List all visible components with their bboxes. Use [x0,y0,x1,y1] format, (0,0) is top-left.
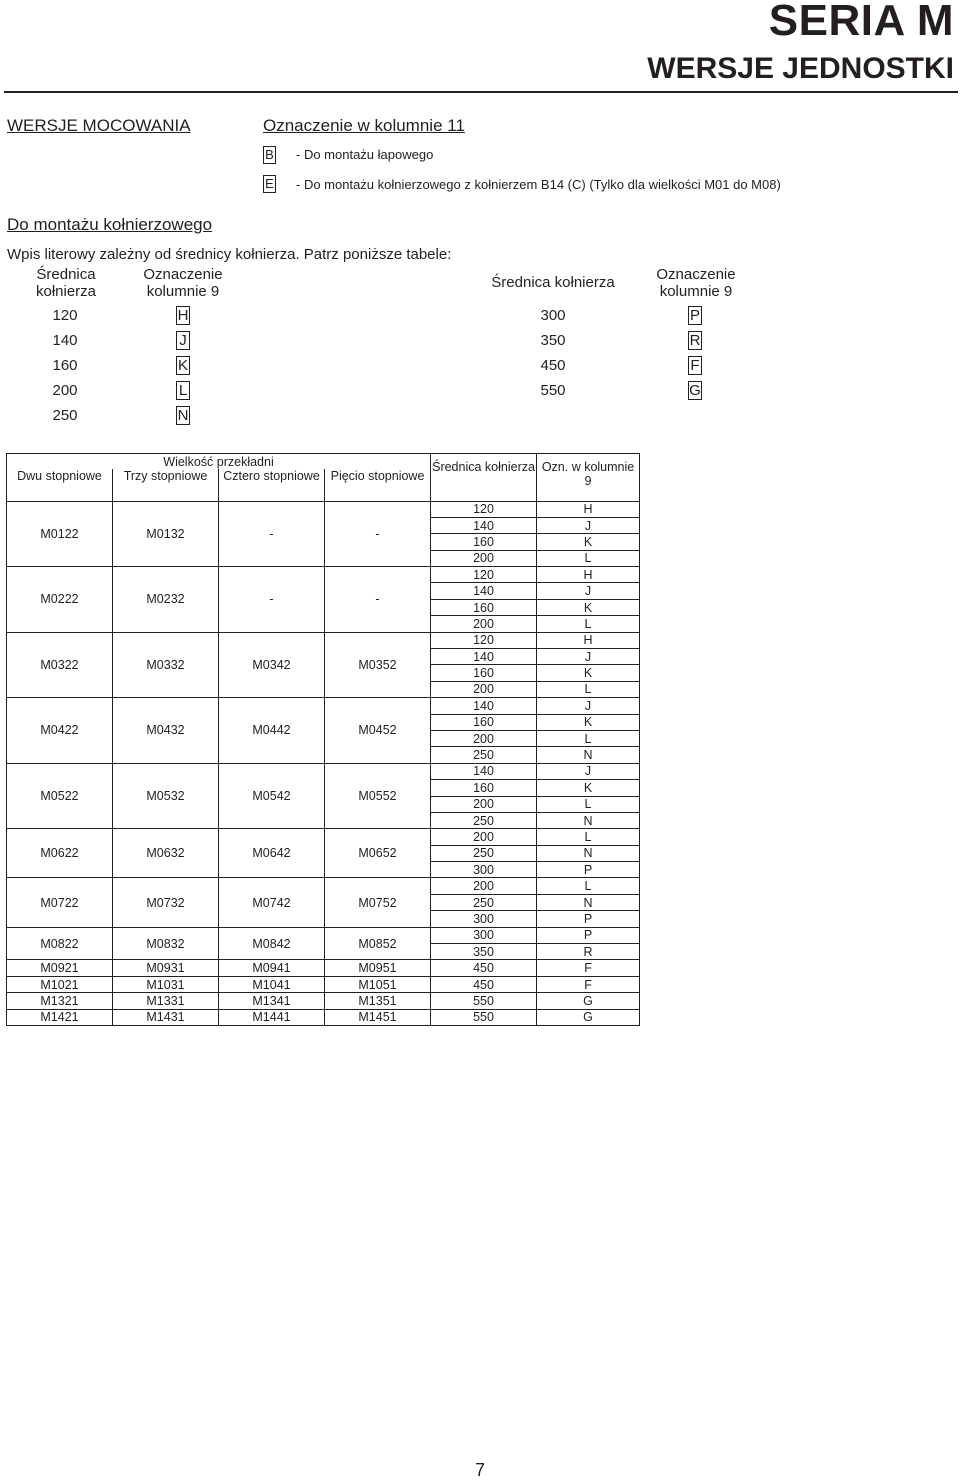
left-diameter: 160 [52,357,78,374]
flange-code-cell: P [537,927,640,943]
table-row [7,763,640,779]
flange-code-cell: L [537,616,640,632]
gear-size-cell: - [325,567,431,633]
right-diameter: 300 [540,307,566,324]
flange-code-cell: J [537,698,640,714]
gear-size-cell: M0322 [7,632,113,698]
gear-size-cell: M1331 [113,993,219,1009]
left-code: N [177,407,189,424]
left-diameter: 250 [52,407,78,424]
flange-diameter-cell: 450 [431,976,537,992]
gear-size-cell: M0222 [7,567,113,633]
left-head-designation: Oznaczenie kolumnie 9 [143,266,223,300]
gear-size-cell: M0822 [7,927,113,960]
flange-diameter-cell: 200 [431,730,537,746]
gear-size-cell: M0232 [113,567,219,633]
flange-code-cell: R [537,944,640,960]
flange-diameter-cell: 300 [431,927,537,943]
table-row [7,829,640,845]
gear-size-cell: M0852 [325,927,431,960]
flange-diameter-cell: 250 [431,747,537,763]
flange-code-cell: K [537,665,640,681]
gear-size-cell: M0931 [113,960,219,976]
flange-diameter-cell: 300 [431,862,537,878]
flange-diameter-cell: 160 [431,665,537,681]
mounting-column-title: Oznaczenie w kolumnie 11 [263,116,465,135]
flange-diameter-cell: 140 [431,698,537,714]
flange-code-cell: L [537,730,640,746]
gear-size-cell: M0632 [113,829,219,878]
gear-size-cell: M0422 [7,698,113,764]
gear-size-cell: M0342 [219,632,325,698]
table-row [7,632,640,648]
gear-size-cell: - [219,501,325,567]
left-code: K [177,357,188,374]
gear-size-cell: M1051 [325,976,431,992]
flange-diameter-cell: 120 [431,632,537,648]
table-row [7,960,640,976]
table-row [7,927,640,943]
flange-diameter-cell: 160 [431,599,537,615]
gear-size-cell: M0442 [219,698,325,764]
left-diameter: 140 [52,332,78,349]
page-number: 7 [474,1460,485,1480]
flange-diameter-cell: 550 [431,993,537,1009]
table-row [7,501,640,517]
flange-diameter-cell: 160 [431,714,537,730]
flange-code-cell: J [537,583,640,599]
gear-size-cell: M0122 [7,501,113,567]
flange-diameter-cell: 350 [431,944,537,960]
right-diameter: 450 [540,357,566,374]
flange-code-cell: L [537,796,640,812]
flange-code-cell: G [537,993,640,1009]
gear-size-cell: M0752 [325,878,431,927]
flange-diameter-cell: 200 [431,829,537,845]
flange-code-cell: N [537,894,640,910]
left-code: J [176,331,190,350]
gear-size-cell: M0951 [325,960,431,976]
flange-diameter-cell: 200 [431,550,537,566]
flange-code-cell: G [537,1009,640,1025]
left-code: H [177,307,189,324]
gear-size-cell: M0842 [219,927,325,960]
gear-size-cell: M1021 [7,976,113,992]
flange-diameter-cell: 250 [431,845,537,861]
col-header-code: Ozn. w kolumnie 9 [537,454,640,502]
gear-size-cell: M0732 [113,878,219,927]
flange-diameter-cell: 120 [431,501,537,517]
gear-size-cell: M1031 [113,976,219,992]
right-head-designation: Oznaczenie kolumnie 9 [656,266,736,300]
flange-code-cell: P [537,862,640,878]
flange-code-cell: K [537,714,640,730]
flange-code-cell: L [537,878,640,894]
gear-size-cell: M1441 [219,1009,325,1025]
gear-size-cell: M0532 [113,763,219,829]
mounting-text-e: - Do montażu kołnierzowego z kołnierzem B14 (C) (Tylko dla wielkości M01 do M08) [296,177,781,192]
table-row [7,993,640,1009]
flange-code-cell: L [537,550,640,566]
flange-code-cell: N [537,747,640,763]
gear-size-cell: M1041 [219,976,325,992]
page-subtitle: WERSJE JEDNOSTKI [647,52,954,85]
left-diameter: 200 [52,382,78,399]
flange-code-cell: J [537,517,640,533]
flange-code-cell: L [537,681,640,697]
flange-code-cell: K [537,534,640,550]
gear-size-cell: - [219,567,325,633]
left-head-diameter: Średnica kołnierza [35,266,97,300]
flange-diameter-cell: 200 [431,796,537,812]
flange-diameter-cell: 200 [431,681,537,697]
flange-code-cell: H [537,632,640,648]
gear-size-cell: M0941 [219,960,325,976]
series-title: SERIA M [768,0,954,45]
left-diameter: 120 [52,307,78,324]
flange-code-cell: J [537,649,640,665]
table-row [7,1009,640,1025]
gear-size-cell: M0132 [113,501,219,567]
flange-code-cell: H [537,567,640,583]
flange-code-cell: N [537,812,640,828]
gear-size-cell: M0432 [113,698,219,764]
flange-code-cell: K [537,780,640,796]
gear-size-cell: M0622 [7,829,113,878]
right-code: P [689,307,700,324]
flange-diameter-cell: 140 [431,649,537,665]
left-code: L [176,381,190,400]
flange-diameter-cell: 200 [431,616,537,632]
gear-size-cell: M0452 [325,698,431,764]
flange-diameter-cell: 250 [431,894,537,910]
gear-size-cell: M1451 [325,1009,431,1025]
right-code: F [688,356,702,375]
flange-diameter-cell: 450 [431,960,537,976]
table-row [7,567,640,583]
gear-size-cell: M0542 [219,763,325,829]
right-diameter: 550 [540,382,566,399]
right-code: G [689,382,701,399]
flange-diameter-cell: 250 [431,812,537,828]
gear-size-cell: M1421 [7,1009,113,1025]
gear-size-cell: M0332 [113,632,219,698]
flange-diameter-cell: 140 [431,517,537,533]
flange-code-cell: H [537,501,640,517]
gear-size-cell: - [325,501,431,567]
gear-size-cell: M0642 [219,829,325,878]
col-header-diameter: Średnica kołnierza [431,454,537,502]
flange-code-cell: J [537,763,640,779]
gear-size-cell: M0832 [113,927,219,960]
gear-size-cell: M0722 [7,878,113,927]
group-header: Wielkość przekładni [7,454,431,470]
col-header-stage: Pięcio stopniowe [325,469,431,494]
flange-diameter-cell: 140 [431,583,537,599]
mounting-code-b: B [263,146,276,164]
flange-code-cell: K [537,599,640,615]
gear-size-cell: M0352 [325,632,431,698]
gear-size-cell: M0522 [7,763,113,829]
gear-size-cell: M0652 [325,829,431,878]
table-header-row [7,454,640,470]
flange-code-cell: F [537,976,640,992]
flange-code-cell: F [537,960,640,976]
flange-code-cell: N [537,845,640,861]
right-head-diameter: Średnica kołnierza [491,274,615,291]
gear-size-cell: M0552 [325,763,431,829]
flange-code-cell: L [537,829,640,845]
mounting-title: WERSJE MOCOWANIA [7,116,191,135]
flange-diameter-cell: 120 [431,567,537,583]
flange-diameter-cell: 140 [431,763,537,779]
flange-diameter-cell: 200 [431,878,537,894]
col-header-stage: Trzy stopniowe [113,469,219,494]
col-header-stage: Cztero stopniowe [219,469,325,494]
gear-size-cell: M1341 [219,993,325,1009]
gear-size-cell: M1431 [113,1009,219,1025]
header-divider [4,91,958,93]
flange-title: Do montażu kołnierzowego [7,215,213,234]
col-header-stage: Dwu stopniowe [7,469,113,494]
gear-size-cell: M1321 [7,993,113,1009]
mounting-text-b: - Do montażu łapowego [296,147,434,162]
flange-diameter-cell: 160 [431,534,537,550]
right-code: R [689,332,701,349]
flange-code-cell: P [537,911,640,927]
mounting-code-e: E [263,175,276,193]
gear-size-cell: M0742 [219,878,325,927]
gear-size-cell: M0921 [7,960,113,976]
gear-size-table [6,453,640,1026]
table-row [7,878,640,894]
flange-diameter-cell: 300 [431,911,537,927]
table-row [7,976,640,992]
gear-size-cell: M1351 [325,993,431,1009]
right-diameter: 350 [540,332,566,349]
flange-diameter-cell: 160 [431,780,537,796]
table-row [7,698,640,714]
flange-intro: Wpis literowy zależny od średnicy kołnierza. Patrz poniższe tabele: [7,246,452,263]
flange-diameter-cell: 550 [431,1009,537,1025]
